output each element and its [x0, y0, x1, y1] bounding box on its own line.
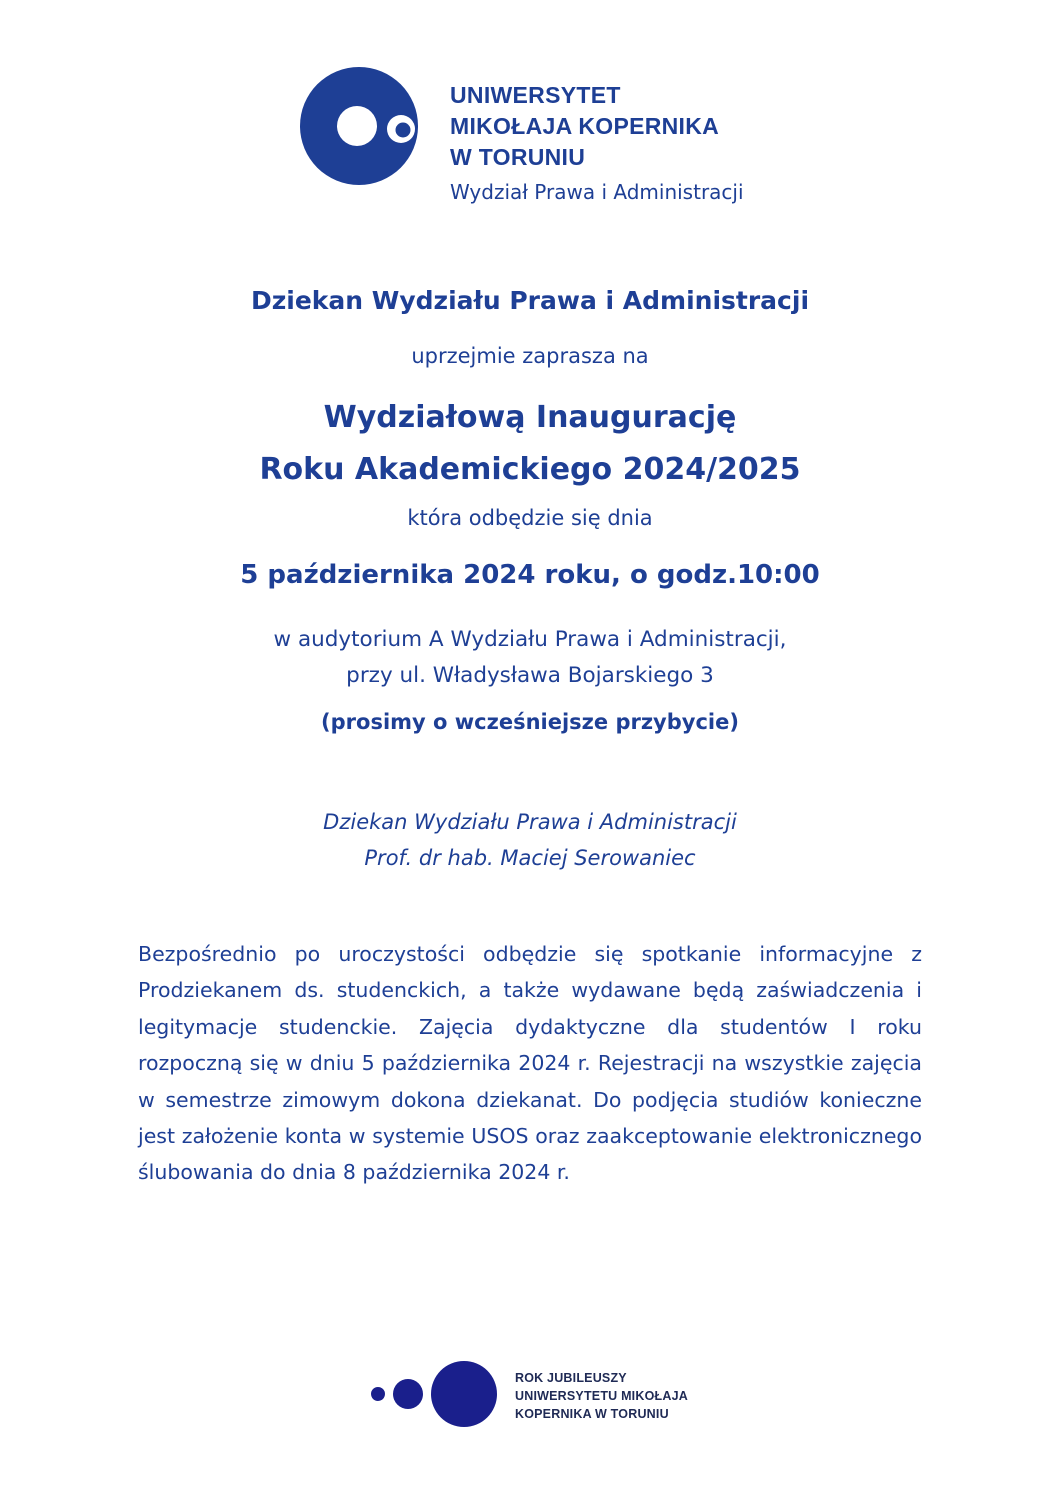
university-name [450, 80, 719, 173]
university-name-line: W TORUNIU [450, 144, 586, 170]
university-name-line: UNIWERSYTET [450, 82, 621, 108]
event-title-line: Wydziałową Inaugurację [323, 400, 737, 435]
jubilee-logo [368, 1358, 708, 1432]
arrival-note: (prosimy o wcześniejsze przybycie) [321, 710, 739, 734]
jubilee-text-line: KOPERNIKA W TORUNIU [515, 1407, 669, 1421]
jubilee-text-line: UNIWERSYTETU MIKOŁAJA [515, 1389, 688, 1403]
invitation-invites: uprzejmie zaprasza na [411, 344, 649, 368]
signature-name: Prof. dr hab. Maciej Serowaniec [364, 846, 696, 870]
event-title-line: Roku Akademickiego 2024/2025 [259, 452, 801, 487]
jubilee-text-line: ROK JUBILEUSZY [515, 1371, 627, 1385]
info-paragraph: Bezpośrednio po uroczystości odbędzie się spotkanie informacyjne z Prodziekanem ds. studenckich, a także wydawane będą zaświadczenia i legitymacje studenckie. Zajęcia dydaktyczne dla studentów I roku rozpoczną się w dniu 5 października 2024 r. Rejestracji na wszystkie zajęcia w semestrze zimowym dokona dziekanat. Do podjęcia studiów konieczne jest założenie konta w systemie USOS oraz zaakceptowanie elektronicznego ślubowania do dnia 8 października 2024 r. [138, 942, 922, 1185]
invitation-which: która odbędzie się dnia [407, 506, 653, 530]
event-place [0, 622, 1060, 694]
signature-role: Dziekan Wydziału Prawa i Administracji [323, 810, 737, 834]
invitation-host: Dziekan Wydziału Prawa i Administracji [250, 286, 810, 315]
event-title [0, 392, 1060, 496]
jubilee-dots-icon [368, 1358, 508, 1432]
umk-circle-logo-icon [300, 66, 430, 196]
jubilee-text [515, 1369, 688, 1423]
signature [0, 804, 1060, 876]
event-place-line: w audytorium A Wydziału Prawa i Administracji, [273, 627, 787, 652]
university-logo [300, 66, 780, 216]
university-name-line: MIKOŁAJA KOPERNIKA [450, 113, 720, 139]
event-date: 5 października 2024 roku, o godz.10:00 [240, 560, 820, 590]
faculty-name: Wydział Prawa i Administracji [450, 180, 744, 204]
event-place-line: przy ul. Władysława Bojarskiego 3 [346, 663, 714, 688]
